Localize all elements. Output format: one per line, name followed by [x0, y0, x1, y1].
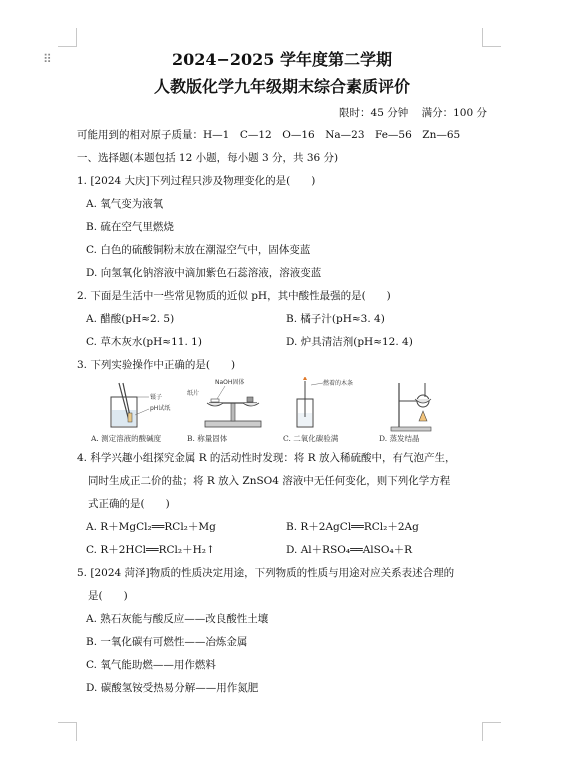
- figure-d-caption: D. 蒸发结晶: [379, 434, 420, 443]
- q4-options-row-2: [77, 539, 487, 562]
- q5-option-a: A. 熟石灰能与酸反应——改良酸性土壤: [86, 613, 269, 625]
- question-4-stem-line-3: 式正确的是( ): [88, 498, 170, 510]
- title-line-1: 2024−2025 学年度第二学期: [171, 50, 393, 69]
- question-4-stem-line-1: 4. 科学兴趣小组探究金属 R 的活动性时发现：将 R 放入稀硫酸中，有气泡产生，: [77, 452, 456, 464]
- q1-option-b: B. 硫在空气里燃烧: [86, 221, 174, 233]
- evaporation-illustration: [379, 377, 471, 433]
- figure-a-caption: A. 测定溶液的酸碱度: [91, 434, 162, 443]
- question-1-stem: 1. [2024 大庆]下列过程只涉及物理变化的是( ): [77, 175, 316, 187]
- crop-mark-bottom-left: [58, 722, 77, 741]
- figure-c-caption: C. 二氧化碳验满: [283, 434, 339, 443]
- crop-mark-bottom-right: [482, 722, 501, 741]
- q4-option-d: D. Al＋RSO₄══AlSO₄＋R: [286, 544, 413, 556]
- q2-option-c: C. 草木灰水(pH≈11. 1): [86, 336, 202, 348]
- question-2-stem: 2. 下面是生活中一些常见物质的近似 pH，其中酸性最强的是( ): [77, 290, 391, 302]
- label-burning-stick: 燃着的木条: [323, 380, 354, 387]
- q4-option-a: A. R＋MgCl₂══RCl₂＋Mg: [86, 521, 216, 533]
- q4-option-b: B. R＋2AgCl══RCl₂＋2Ag: [286, 521, 419, 533]
- beaker-ph-test-illustration: [91, 377, 183, 433]
- title-line-2: 人教版化学九年级期末综合素质评价: [153, 77, 410, 96]
- q4-options-row-1: [77, 516, 487, 539]
- figure-b-caption: B. 称量固体: [187, 434, 228, 443]
- q5-option-c: C. 氧气能助燃——用作燃料: [86, 659, 216, 671]
- document-content: [77, 48, 487, 700]
- atomic-masses: 可能用到的相对原子质量：H—1 C—12 O—16 Na—23 Fe—56 Zn—65: [77, 129, 461, 141]
- label-tweezers: 镊子: [150, 394, 163, 401]
- q5-option-d: D. 碳酸氢铵受热易分解——用作氮肥: [86, 682, 259, 694]
- question-5-stem-line-2: 是( ): [88, 590, 128, 602]
- figure-c: [283, 377, 375, 447]
- question-5-stem-line-1: 5. [2024 菏泽]物质的性质决定用途，下列物质的性质与用途对应关系表述合理的: [77, 567, 455, 579]
- figure-b: [187, 377, 279, 447]
- question-3-stem: 3. 下列实验操作中正确的是( ): [77, 359, 236, 371]
- balance-scale-illustration: [187, 377, 279, 433]
- q2-options-row-1: [77, 308, 487, 331]
- q2-option-b: B. 橘子汁(pH≈3. 4): [286, 313, 385, 325]
- drag-handle-icon[interactable]: ⠿: [43, 52, 53, 66]
- q2-options-row-2: [77, 331, 487, 354]
- q1-option-c: C. 白色的硫酸铜粉末放在潮湿空气中，固体变蓝: [86, 244, 311, 256]
- section-heading: 一、选择题(本题包括 12 小题，每小题 3 分，共 36 分): [77, 152, 339, 164]
- crop-mark-top-left: [58, 28, 77, 47]
- time-limit: 限时：45 分钟: [339, 107, 409, 119]
- q4-option-c: C. R＋2HCl══RCl₂＋H₂↑: [86, 544, 215, 556]
- crop-mark-top-right: [482, 28, 501, 47]
- q2-option-a: A. 醋酸(pH≈2. 5): [86, 313, 175, 325]
- label-paper-sheet: 纸片: [187, 390, 200, 397]
- full-score: 满分：100 分: [421, 107, 487, 119]
- label-naoh-solid: NaOH固体: [215, 379, 245, 386]
- co2-check-illustration: [283, 377, 375, 433]
- q1-option-a: A. 氧气变为液氧: [86, 198, 164, 210]
- q3-figures: [77, 377, 487, 447]
- q2-option-d: D. 炉具清洁剂(pH≈12. 4): [286, 336, 413, 348]
- exam-meta: [77, 102, 487, 124]
- label-ph-paper: pH试纸: [150, 405, 171, 412]
- question-4-stem-line-2: 同时生成正二价的盐；将 R 放入 ZnSO4 溶液中无任何变化，则下列化学方程: [88, 475, 451, 487]
- figure-d: [379, 377, 471, 447]
- q5-option-b: B. 一氧化碳有可燃性——冶炼金属: [86, 636, 248, 648]
- figure-a: [91, 377, 183, 447]
- q1-option-d: D. 向氢氧化钠溶液中滴加紫色石蕊溶液，溶液变蓝: [86, 267, 322, 279]
